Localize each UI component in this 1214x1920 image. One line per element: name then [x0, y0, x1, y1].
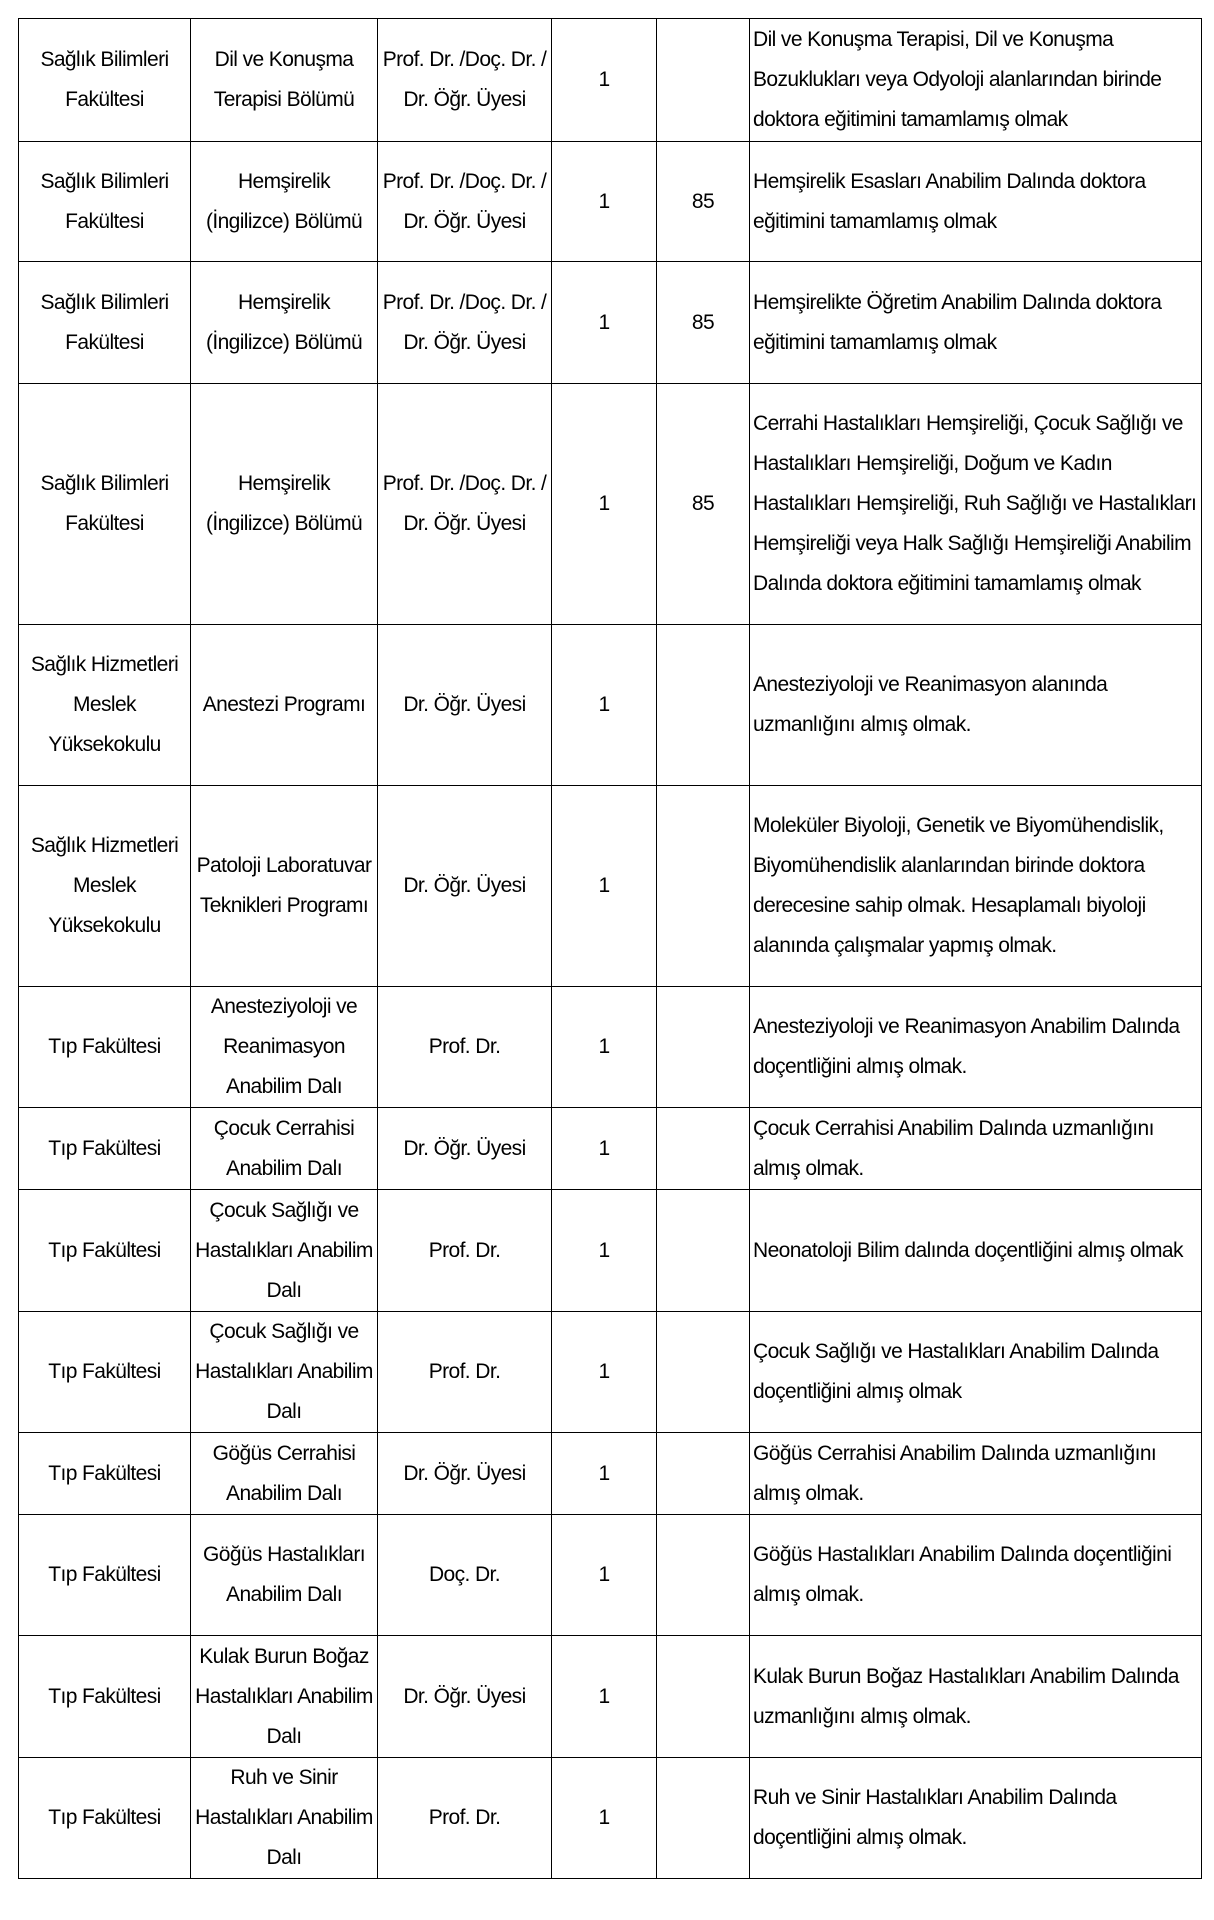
table-row — [19, 1108, 1202, 1190]
faculty-cell: Sağlık Bilimleri Fakültesi — [19, 142, 191, 262]
position-count-cell: 1 — [552, 1190, 657, 1312]
requirements-cell: Çocuk Cerrahisi Anabilim Dalında uzmanlığını almış olmak. — [750, 1108, 1202, 1190]
requirements-cell: Cerrahi Hastalıkları Hemşireliği, Çocuk Sağlığı ve Hastalıkları Hemşireliği, Doğum ve Kadın Hastalıkları Hemşireliği, Ruh Sağlığı ve Hastalıkları Hemşireliği veya Halk Sağlığı Hemşireliği Anabilim Dalında doktora eğitimini tamamlamış olmak — [750, 384, 1202, 625]
score-cell — [657, 1312, 750, 1433]
table-row — [19, 1636, 1202, 1758]
table-row — [19, 786, 1202, 987]
department-cell: Hemşirelik (İngilizce) Bölümü — [191, 384, 378, 625]
score-cell: 85 — [657, 384, 750, 625]
department-cell: Anestezi Programı — [191, 625, 378, 786]
position-count-cell: 1 — [552, 1108, 657, 1190]
requirements-cell: Dil ve Konuşma Terapisi, Dil ve Konuşma Bozuklukları veya Odyoloji alanlarından birinde doktora eğitimini tamamlamış olmak — [750, 19, 1202, 142]
department-cell: Göğüs Hastalıkları Anabilim Dalı — [191, 1515, 378, 1636]
department-cell: Patoloji Laboratuvar Teknikleri Programı — [191, 786, 378, 987]
department-cell: Çocuk Sağlığı ve Hastalıkları Anabilim Dalı — [191, 1312, 378, 1433]
requirements-cell: Kulak Burun Boğaz Hastalıkları Anabilim Dalında uzmanlığını almış olmak. — [750, 1636, 1202, 1758]
requirements-cell: Hemşirelikte Öğretim Anabilim Dalında doktora eğitimini tamamlamış olmak — [750, 262, 1202, 384]
title-cell: Doç. Dr. — [378, 1515, 552, 1636]
department-cell: Çocuk Sağlığı ve Hastalıkları Anabilim Dalı — [191, 1190, 378, 1312]
table-row — [19, 1515, 1202, 1636]
table-row — [19, 384, 1202, 625]
position-count-cell: 1 — [552, 1515, 657, 1636]
department-cell: Dil ve Konuşma Terapisi Bölümü — [191, 19, 378, 142]
title-cell: Dr. Öğr. Üyesi — [378, 1108, 552, 1190]
faculty-cell: Tıp Fakültesi — [19, 1108, 191, 1190]
positions-table — [18, 18, 1202, 1879]
table-row — [19, 1433, 1202, 1515]
position-count-cell: 1 — [552, 786, 657, 987]
requirements-cell: Moleküler Biyoloji, Genetik ve Biyomühendislik, Biyomühendislik alanlarından birinde doktora derecesine sahip olmak. Hesaplamalı biyoloji alanında çalışmalar yapmış olmak. — [750, 786, 1202, 987]
score-cell — [657, 1758, 750, 1879]
score-cell: 85 — [657, 262, 750, 384]
requirements-cell: Ruh ve Sinir Hastalıkları Anabilim Dalında doçentliğini almış olmak. — [750, 1758, 1202, 1879]
department-cell: Kulak Burun Boğaz Hastalıkları Anabilim Dalı — [191, 1636, 378, 1758]
table-row — [19, 262, 1202, 384]
title-cell: Prof. Dr. — [378, 987, 552, 1108]
table-row — [19, 1312, 1202, 1433]
title-cell: Dr. Öğr. Üyesi — [378, 1636, 552, 1758]
title-cell: Prof. Dr. — [378, 1312, 552, 1433]
faculty-cell: Sağlık Bilimleri Fakültesi — [19, 384, 191, 625]
requirements-cell: Göğüs Hastalıkları Anabilim Dalında doçentliğini almış olmak. — [750, 1515, 1202, 1636]
requirements-cell: Çocuk Sağlığı ve Hastalıkları Anabilim Dalında doçentliğini almış olmak — [750, 1312, 1202, 1433]
faculty-cell: Tıp Fakültesi — [19, 1515, 191, 1636]
position-count-cell: 1 — [552, 142, 657, 262]
score-cell — [657, 1636, 750, 1758]
score-cell — [657, 1515, 750, 1636]
requirements-cell: Hemşirelik Esasları Anabilim Dalında doktora eğitimini tamamlamış olmak — [750, 142, 1202, 262]
score-cell — [657, 987, 750, 1108]
faculty-cell: Sağlık Hizmetleri Meslek Yüksekokulu — [19, 786, 191, 987]
department-cell: Hemşirelik (İngilizce) Bölümü — [191, 262, 378, 384]
score-cell — [657, 1108, 750, 1190]
score-cell — [657, 1433, 750, 1515]
faculty-cell: Tıp Fakültesi — [19, 1312, 191, 1433]
position-count-cell: 1 — [552, 262, 657, 384]
title-cell: Prof. Dr. — [378, 1758, 552, 1879]
requirements-cell: Anesteziyoloji ve Reanimasyon Anabilim Dalında doçentliğini almış olmak. — [750, 987, 1202, 1108]
requirements-cell: Neonatoloji Bilim dalında doçentliğini almış olmak — [750, 1190, 1202, 1312]
title-cell: Dr. Öğr. Üyesi — [378, 786, 552, 987]
position-count-cell: 1 — [552, 1312, 657, 1433]
table-row — [19, 987, 1202, 1108]
title-cell: Prof. Dr. — [378, 1190, 552, 1312]
department-cell: Göğüs Cerrahisi Anabilim Dalı — [191, 1433, 378, 1515]
faculty-cell: Tıp Fakültesi — [19, 1190, 191, 1312]
table-row — [19, 142, 1202, 262]
table-row — [19, 1758, 1202, 1879]
score-cell — [657, 19, 750, 142]
title-cell: Prof. Dr. /Doç. Dr. / Dr. Öğr. Üyesi — [378, 19, 552, 142]
department-cell: Çocuk Cerrahisi Anabilim Dalı — [191, 1108, 378, 1190]
score-cell — [657, 625, 750, 786]
score-cell — [657, 1190, 750, 1312]
position-count-cell: 1 — [552, 384, 657, 625]
position-count-cell: 1 — [552, 19, 657, 142]
faculty-cell: Tıp Fakültesi — [19, 1636, 191, 1758]
position-count-cell: 1 — [552, 625, 657, 786]
title-cell: Prof. Dr. /Doç. Dr. / Dr. Öğr. Üyesi — [378, 384, 552, 625]
position-count-cell: 1 — [552, 987, 657, 1108]
title-cell: Dr. Öğr. Üyesi — [378, 625, 552, 786]
position-count-cell: 1 — [552, 1758, 657, 1879]
title-cell: Prof. Dr. /Doç. Dr. / Dr. Öğr. Üyesi — [378, 142, 552, 262]
table-row — [19, 1190, 1202, 1312]
table-row — [19, 625, 1202, 786]
score-cell — [657, 786, 750, 987]
position-count-cell: 1 — [552, 1433, 657, 1515]
faculty-cell: Tıp Fakültesi — [19, 1433, 191, 1515]
score-cell: 85 — [657, 142, 750, 262]
department-cell: Anesteziyoloji ve Reanimasyon Anabilim Dalı — [191, 987, 378, 1108]
faculty-cell: Sağlık Bilimleri Fakültesi — [19, 262, 191, 384]
requirements-cell: Anesteziyoloji ve Reanimasyon alanında uzmanlığını almış olmak. — [750, 625, 1202, 786]
faculty-cell: Tıp Fakültesi — [19, 1758, 191, 1879]
faculty-cell: Tıp Fakültesi — [19, 987, 191, 1108]
department-cell: Hemşirelik (İngilizce) Bölümü — [191, 142, 378, 262]
faculty-cell: Sağlık Bilimleri Fakültesi — [19, 19, 191, 142]
title-cell: Prof. Dr. /Doç. Dr. / Dr. Öğr. Üyesi — [378, 262, 552, 384]
table-row — [19, 19, 1202, 142]
requirements-cell: Göğüs Cerrahisi Anabilim Dalında uzmanlığını almış olmak. — [750, 1433, 1202, 1515]
title-cell: Dr. Öğr. Üyesi — [378, 1433, 552, 1515]
faculty-cell: Sağlık Hizmetleri Meslek Yüksekokulu — [19, 625, 191, 786]
department-cell: Ruh ve Sinir Hastalıkları Anabilim Dalı — [191, 1758, 378, 1879]
position-count-cell: 1 — [552, 1636, 657, 1758]
